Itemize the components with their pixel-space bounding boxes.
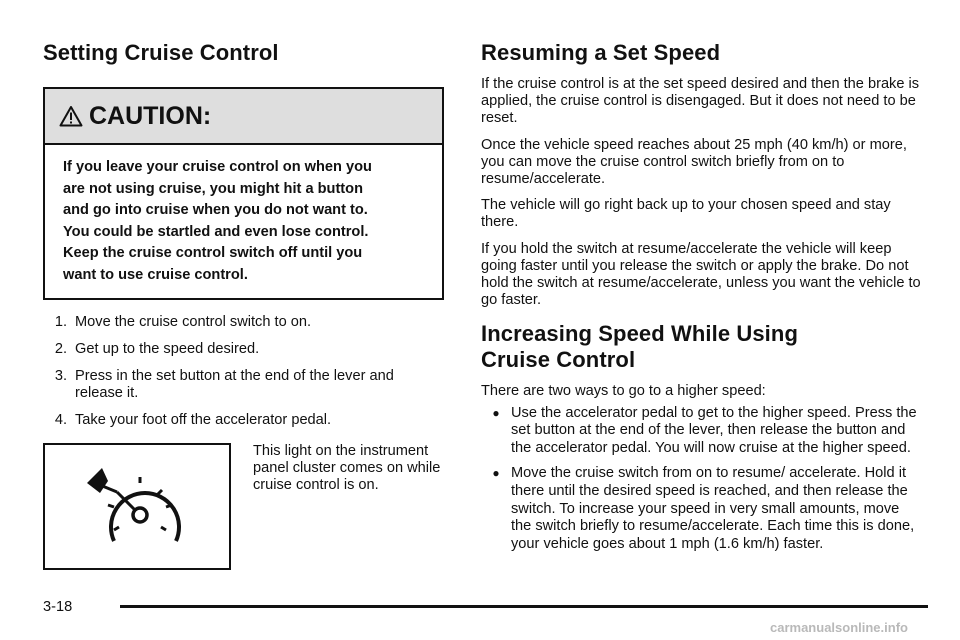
right-column xyxy=(481,40,921,561)
list-item xyxy=(43,412,448,429)
indicator-lamp-section xyxy=(43,443,448,583)
paragraph: Once the vehicle speed reaches about 25 mph (40 km/h) or more, you can move the cruise control switch briefly from on to resume/accelerate. xyxy=(481,136,907,188)
bullet-list xyxy=(481,405,921,554)
footer-rule xyxy=(120,605,928,608)
list-item xyxy=(481,405,921,458)
step-text: Press in the set button at the end of the lever and release it. xyxy=(75,368,394,401)
section-title-setting-cruise: Setting Cruise Control xyxy=(43,40,279,65)
intro-paragraph: There are two ways to go to a higher speed: xyxy=(481,383,766,400)
paragraph: If you hold the switch at resume/accelerate the vehicle will keep going faster until you release the switch or apply the brake. Do not hold the switch at resume/accelerate, unless you want the vehicle to go faster. xyxy=(481,240,921,309)
caution-title: CAUTION: xyxy=(89,101,212,130)
page-footer xyxy=(43,597,885,617)
list-item xyxy=(43,341,448,358)
step-number: 2. xyxy=(54,341,67,357)
list-item xyxy=(43,368,448,402)
list-item xyxy=(43,314,448,331)
page-number: 3-18 xyxy=(43,599,73,615)
bullet-text: Use the accelerator pedal to get to the higher speed. Press the set button at the end of the lever, then release the button and the accelerator pedal. You will now cruise at the higher speed. xyxy=(511,404,917,456)
list-item xyxy=(481,465,921,553)
steps-list xyxy=(43,314,448,429)
step-text: Move the cruise control switch to on. xyxy=(75,314,312,330)
section-title-resuming: Resuming a Set Speed xyxy=(481,40,721,65)
step-number: 3. xyxy=(54,368,67,384)
caution-line: You could be startled and even lose control. xyxy=(63,223,369,240)
section-title-increasing xyxy=(481,321,921,373)
caution-box xyxy=(43,87,444,300)
warning-triangle-icon xyxy=(59,105,83,127)
caution-line: want to use cruise control. xyxy=(63,266,248,283)
lamp-description: This light on the instrument panel cluster comes on while cruise control is on. xyxy=(253,443,441,493)
paragraph: The vehicle will go right back up to your chosen speed and stay there. xyxy=(481,197,891,231)
caution-line: and go into cruise when you do not want to. xyxy=(63,202,368,218)
caution-header xyxy=(45,89,442,145)
paragraph: If the cruise control is at the set speed desired and then the brake is applied, the cruise control is disengaged. But it does not need to be reset. xyxy=(481,76,920,127)
bullet-text: Move the cruise switch from on to resume/ accelerate. Hold it there until the desired speed is reached, and then release the switch. To increase your speed in very small amounts, move the switch briefly to resume/accelerate. Each time this is done, your vehicle goes about 1 mph (1.6 km/h) faster. xyxy=(511,465,915,552)
caution-text xyxy=(45,145,442,298)
caution-line: Keep the cruise control switch off until you xyxy=(63,245,363,261)
caution-line: If you leave your cruise control on when you xyxy=(63,159,372,175)
step-number: 4. xyxy=(54,412,67,428)
section-title-line: Cruise Control xyxy=(481,347,636,373)
left-column xyxy=(43,40,448,583)
step-text: Get up to the speed desired. xyxy=(75,341,260,357)
step-text: Take your foot off the accelerator pedal. xyxy=(75,412,332,428)
bullet-icon: ● xyxy=(492,466,500,481)
cruise-lamp-illustration xyxy=(43,443,231,570)
watermark: carmanualsonline.info xyxy=(770,620,908,635)
cruise-control-icon xyxy=(45,445,229,568)
step-number: 1. xyxy=(54,314,67,330)
bullet-icon: ● xyxy=(492,405,500,420)
section-title-line: Increasing Speed While Using xyxy=(481,321,798,347)
caution-line: are not using cruise, you might hit a button xyxy=(63,180,363,197)
